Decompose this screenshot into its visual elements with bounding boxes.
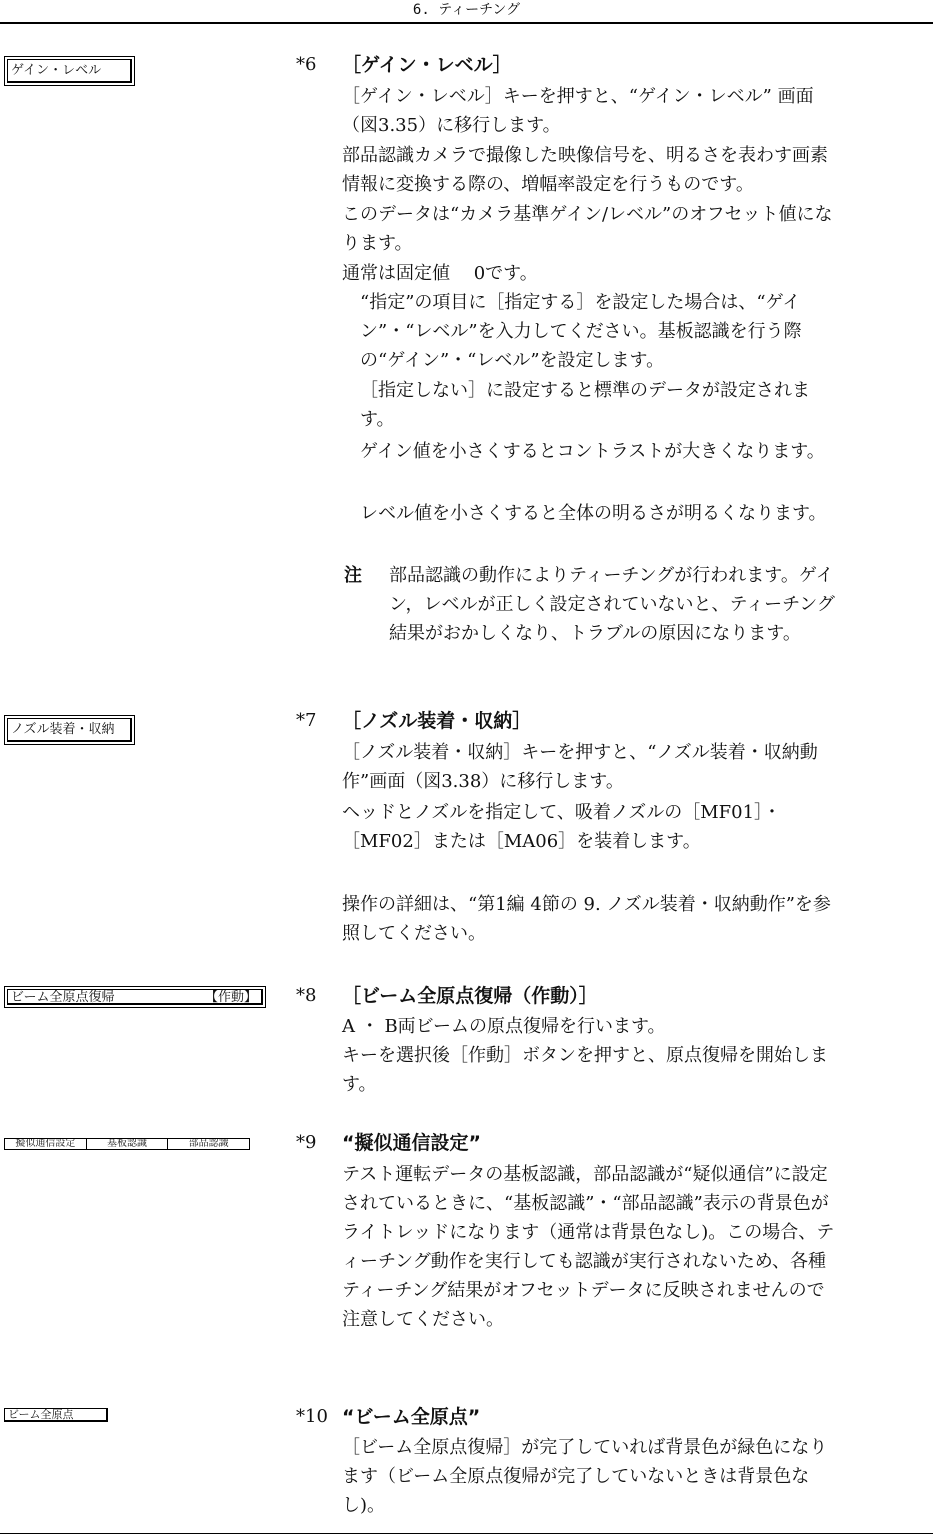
section-6-title: ［ゲイン・レベル］ (342, 54, 512, 76)
gain-level-key (4, 56, 135, 86)
section-7-number: *7 (296, 710, 317, 731)
section-9-p1: テスト運転データの基板認識，部品認識が“疑似通信”に設定されているときに、“基板認識”・“部品認識”表示の背景色がライトレッドになります（通常は背景色なし)。この場合、ティーチング動作を実行しても認識が実行されないため、各種ティーチング結果がオフセットデータに反映されませんので注意してください。 (342, 1164, 835, 1330)
section-7-p1: ［ノズル装着・収納］キーを押すと、“ノズル装着・収納動作”画面（図3.38）に移行します。 (342, 742, 818, 792)
section-10-p1: ［ビーム全原点復帰］が完了していれば背景色が緑色になります（ビーム全原点復帰が完了していないときは背景色なし)。 (342, 1437, 828, 1516)
section-10-number: *10 (296, 1406, 328, 1427)
beam-home-key-inner (7, 989, 263, 1005)
section-7-p3: 操作の詳細は、“第1編 4節の 9. ノズル装着・収納動作”を参照してください。 (342, 894, 831, 944)
section-8-p1: A ・ B両ビームの原点復帰を行います。 (342, 1016, 666, 1037)
section-9-title: “擬似通信設定” (342, 1132, 481, 1154)
status-strip-part-recognition: 部品認識 (188, 1139, 229, 1149)
section-6-indent-2: ［指定しない］に設定すると標準のデータが設定されます。 (360, 380, 810, 430)
section-6-p1: ［ゲイン・レベル］キーを押すと、“ゲイン・レベル” 画面（図3.35）に移行します。 (342, 86, 814, 136)
beam-home-key-action: 【作動】 (204, 989, 257, 1004)
section-10-title: “ビーム全原点” (342, 1406, 481, 1428)
section-6-number: *6 (296, 54, 317, 75)
section-6-indent-3: ゲイン値を小さくするとコントラストが大きくなります。 (360, 441, 825, 462)
section-8-title: ［ビーム全原点復帰（作動）］ (342, 985, 598, 1007)
section-6-note: 部品認識の動作によりティーチングが行われます。ゲイン，レベルが正しく設定されていないと、ティーチング結果がおかしくなり、トラブルの原因になります。 (389, 565, 835, 644)
beam-origin-indicator: ビーム全原点 (4, 1408, 108, 1422)
status-strip-board-recognition: 基板認識 (87, 1139, 169, 1149)
section-6-indent-4: レベル値を小さくすると全体の明るさが明るくなります。 (360, 503, 827, 524)
nozzle-key (4, 715, 135, 745)
gain-level-key-label: ゲイン・レベル (7, 59, 132, 83)
section-8-number: *8 (296, 985, 317, 1006)
footer-rule (0, 1533, 933, 1534)
nozzle-key-label: ノズル装着・収納 (7, 718, 132, 742)
section-7-title: ［ノズル装着・収納］ (342, 710, 532, 732)
page-header: 6. ティーチング (0, 0, 933, 24)
status-strip (4, 1138, 250, 1150)
section-6-indent-1: “指定”の項目に［指定する］を設定した場合は、“ゲイン”・“レベル”を入力してください。基板認識を行う際の“ゲイン”・“レベル”を設定します。 (360, 292, 802, 371)
section-6-p2: 部品認識カメラで撮像した映像信号を、明るさを表わす画素情報に変換する際の、増幅率設定を行うものです。 (342, 145, 828, 195)
beam-home-key-label: ビーム全原点復帰 (11, 989, 115, 1004)
section-6-p3: このデータは“カメラ基準ゲイン/レベル”のオフセット値になります。 (342, 204, 833, 254)
section-6-p4: 通常は固定値 0です。 (342, 263, 538, 284)
section-7-p2: ヘッドとノズルを指定して、吸着ノズルの［MF01］・［MF02］または［MA06］を装着します。 (342, 802, 782, 852)
status-strip-pseudo-comm: 擬似通信設定 (5, 1139, 87, 1149)
section-8-p2: キーを選択後［作動］ボタンを押すと、原点復帰を開始します。 (342, 1045, 828, 1095)
section-9-number: *9 (296, 1132, 317, 1153)
beam-home-key (4, 986, 266, 1008)
section-6-note-label: 注 (344, 565, 362, 586)
